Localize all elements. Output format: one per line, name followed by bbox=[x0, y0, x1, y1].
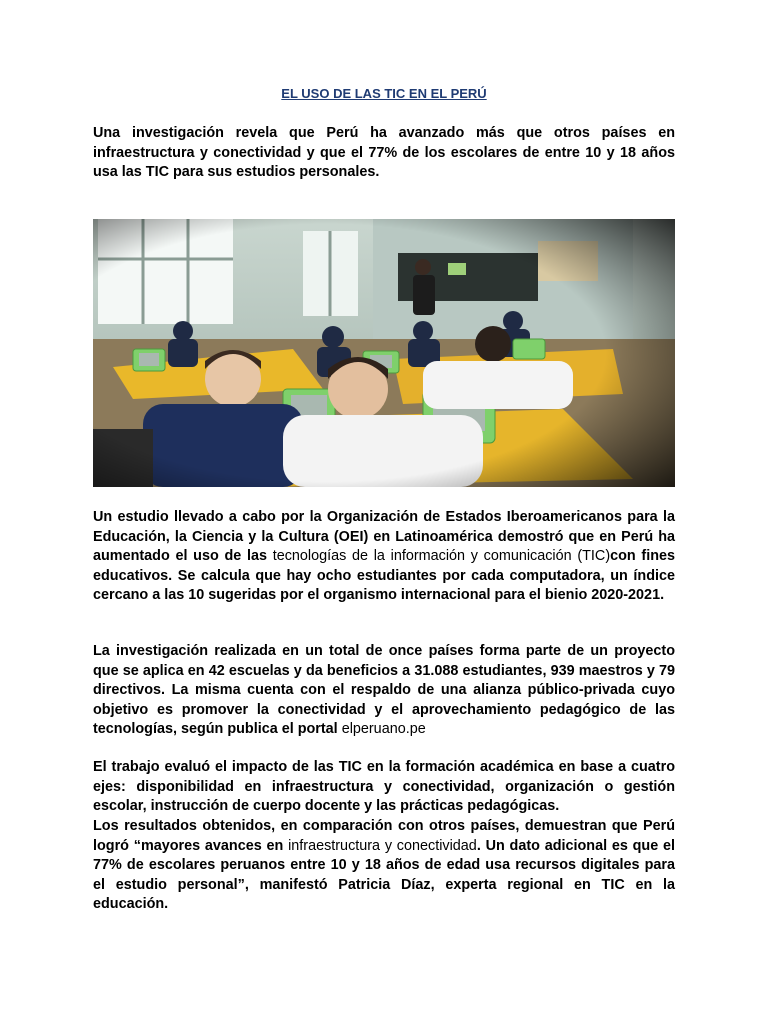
p4-text-infra: infraestructura y conectividad bbox=[288, 837, 477, 854]
p2-text-a: La investigación realizada en un total de once países forma parte de un proyecto que se aplica en 42 escuelas y da beneficios a 31.088 estudiantes, 939 maestros y 79 directivos. La misma cuenta con el respaldo de una alianza público-privada cuyo objetivo es promover la conectividad y el aprovechamiento pedagógico de las tecnologías, según publica el portal bbox=[93, 643, 675, 738]
p1-text-tic: tecnologías de la información y comunicación (TIC) bbox=[272, 548, 611, 565]
p2-portal-link: elperuano.pe bbox=[341, 721, 426, 738]
paragraph-evaluation: El trabajo evaluó el impacto de las TIC en la formación académica en base a cuatro ejes: disponibilidad en infraestructura y conectividad, organización o gestión escolar, instrucción de cuerpo docente y las prácticas pedagógicas. bbox=[93, 759, 675, 815]
paragraph-oei-study bbox=[93, 508, 675, 606]
classroom-photo bbox=[93, 219, 675, 487]
p1-text-a: Un estudio llevado a cabo por la Organización de Estados Iberoamericanos para la Educación, la Ciencia y la Cultura (OEI) en Latinoamérica demostró que en Perú ha aumentado el uso de las bbox=[93, 509, 675, 565]
paragraph-research bbox=[93, 642, 675, 740]
p4-text-c: . Un dato adicional es que el 77% de escolares peruanos entre 10 y 18 años de edad usa recursos digitales para el estudio personal”, manifestó Patricia Díaz, experta regional en TIC en la educación. bbox=[93, 837, 675, 913]
intro-paragraph: Una investigación revela que Perú ha avanzado más que otros países en infraestructura y conectividad y que el 77% de los escolares de entre 10 y 18 años usa las TIC para sus estudios personales. bbox=[93, 125, 675, 181]
paragraph-results bbox=[93, 817, 675, 915]
p1-text-c: con fines educativos. Se calcula que hay ocho estudiantes por cada computadora, un índice cercano a las 10 sugeridas por el organismo internacional para el bienio 2020-2021. bbox=[93, 548, 676, 604]
document-title: EL USO DE LAS TIC EN EL PERÚ bbox=[281, 86, 487, 101]
p4-text-a: Los resultados obtenidos, en comparación con otros países, demuestran que Perú logró “mayores avances en bbox=[93, 818, 675, 854]
